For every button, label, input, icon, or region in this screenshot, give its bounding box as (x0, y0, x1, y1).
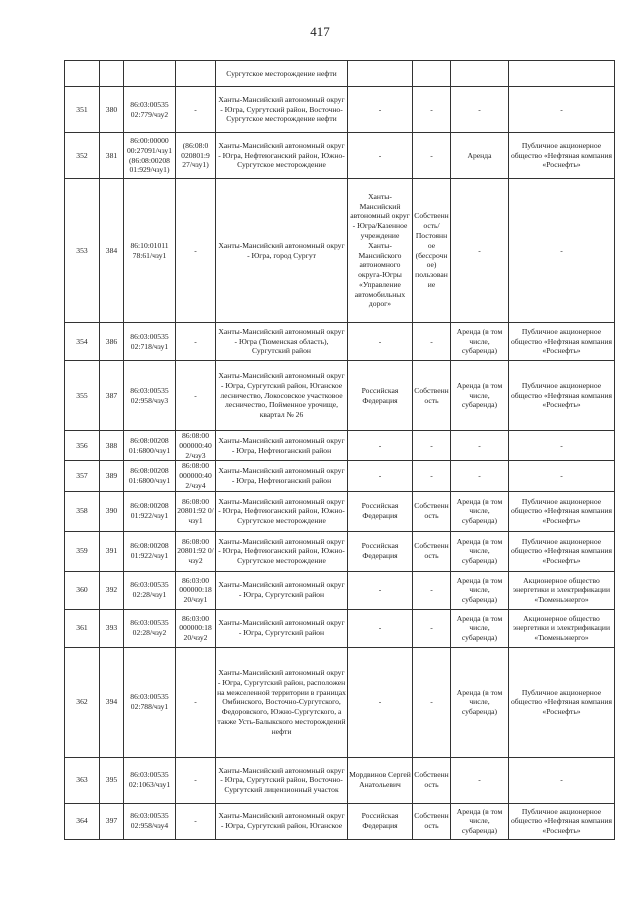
cell-owner: Ханты-Мансийский автономный округ - Югра/Казенное учреждение Ханты-Мансийского автономного округа-Югры «Управление автомобильных дорог» (348, 179, 413, 323)
cell-right: Собственность (413, 757, 451, 803)
cell-owner: - (348, 461, 413, 491)
cell-kn: 86:00:00000 00:27091/чзу1 (86:08:00208 01:929/чзу1) (124, 133, 176, 179)
cell-right: - (413, 461, 451, 491)
cell-enc: - (451, 461, 509, 491)
cell-addr: Ханты-Мансийский автономный округ - Югра, Сургутский район, расположен на межселенной территории в границах Омбинского, Восточно-Сургутского, Федоровского, Южно-Сургутского, а также Усть-Балыкского месторождений нефти (216, 647, 348, 757)
table-row (65, 491, 615, 531)
cell-kn: 86:03:00535 02:1063/чзу1 (124, 757, 176, 803)
cell-n: 364 (65, 803, 100, 839)
cell-holder: Публичное акционерное общество «Нефтяная компания «Роснефть» (509, 133, 615, 179)
cell-kn2: - (176, 803, 216, 839)
cell-owner: - (348, 571, 413, 609)
cell-enc (451, 61, 509, 87)
cell-id (100, 61, 124, 87)
cell-holder: Публичное акционерное общество «Нефтяная компания «Роснефть» (509, 361, 615, 431)
cell-n: 357 (65, 461, 100, 491)
cell-holder: Акционерное общество энергетики и электрификации «Тюменьэнерго» (509, 609, 615, 647)
cell-addr: Ханты-Мансийский автономный округ - Югра, Нефтеюганский район, Южно-Сургутское месторождение (216, 531, 348, 571)
cell-holder: Публичное акционерное общество «Нефтяная компания «Роснефть» (509, 531, 615, 571)
cell-id: 387 (100, 361, 124, 431)
cell-right: Собственность/Постоянное (бессрочное) пользование (413, 179, 451, 323)
cell-owner (348, 61, 413, 87)
cell-enc: Аренда (в том числе, субаренда) (451, 647, 509, 757)
cell-kn2: - (176, 179, 216, 323)
cell-enc: Аренда (в том числе, субаренда) (451, 571, 509, 609)
cell-owner: Российская Федерация (348, 531, 413, 571)
cell-addr: Ханты-Мансийский автономный округ - Югра, город Сургут (216, 179, 348, 323)
cell-addr: Ханты-Мансийский автономный округ - Югра, Сургутский район (216, 609, 348, 647)
cell-kn: 86:03:00535 02:28/чзу1 (124, 571, 176, 609)
table-row (65, 757, 615, 803)
cell-addr: Ханты-Мансийский автономный округ - Югра, Сургутский район (216, 571, 348, 609)
cell-addr: Ханты-Мансийский автономный округ - Югра, Сургутский район, Восточно-Сургутское месторождение нефти (216, 87, 348, 133)
cell-right: Собственность (413, 361, 451, 431)
cell-kn: 86:03:00535 02:958/чзу4 (124, 803, 176, 839)
table-row (65, 133, 615, 179)
cell-id: 384 (100, 179, 124, 323)
cell-kn2: 86:08:00 000000:40 2/чзу4 (176, 461, 216, 491)
cell-kn: 86:03:00535 02:718/чзу1 (124, 323, 176, 361)
cell-holder: - (509, 431, 615, 461)
cell-n: 355 (65, 361, 100, 431)
cell-kn: 86:08:00208 01:922/чзу1 (124, 491, 176, 531)
cell-right: Собственность (413, 803, 451, 839)
cell-id: 392 (100, 571, 124, 609)
cell-kn: 86:08:00208 01:6800/чзу1 (124, 431, 176, 461)
table-row (65, 323, 615, 361)
cell-kn: 86:10:01011 78:61/чзу1 (124, 179, 176, 323)
cell-enc: Аренда (в том числе, субаренда) (451, 323, 509, 361)
cell-id: 388 (100, 431, 124, 461)
cell-enc: Аренда (451, 133, 509, 179)
cell-n: 363 (65, 757, 100, 803)
cell-n: 351 (65, 87, 100, 133)
table-row (65, 361, 615, 431)
cell-owner: - (348, 133, 413, 179)
table-row (65, 87, 615, 133)
cell-id: 381 (100, 133, 124, 179)
cell-holder: Публичное акционерное общество «Нефтяная компания «Роснефть» (509, 647, 615, 757)
cell-id: 380 (100, 87, 124, 133)
table-row (65, 431, 615, 461)
cell-kn2: 86:03:00 000000:18 20/чзу2 (176, 609, 216, 647)
table-row (65, 609, 615, 647)
cell-enc: Аренда (в том числе, субаренда) (451, 803, 509, 839)
cell-kn (124, 61, 176, 87)
cell-addr: Ханты-Мансийский автономный округ - Югра (Тюменская область), Сургутский район (216, 323, 348, 361)
cell-enc: - (451, 431, 509, 461)
cell-n: 361 (65, 609, 100, 647)
table-row (65, 531, 615, 571)
cell-right: - (413, 133, 451, 179)
cell-addr: Сургутское месторождение нефти (216, 61, 348, 87)
table-row (65, 803, 615, 839)
cell-n: 354 (65, 323, 100, 361)
cell-owner: Российская Федерация (348, 491, 413, 531)
cell-owner: - (348, 431, 413, 461)
cell-enc: Аренда (в том числе, субаренда) (451, 361, 509, 431)
cell-addr: Ханты-Мансийский автономный округ - Югра, Нефтеюганский район (216, 461, 348, 491)
cell-kn: 86:03:00535 02:958/чзу3 (124, 361, 176, 431)
cell-id: 393 (100, 609, 124, 647)
cell-addr: Ханты-Мансийский автономный округ - Югра, Сургутский район, Восточно-Сургутский лицензионный участок (216, 757, 348, 803)
cell-holder (509, 61, 615, 87)
cell-kn2: - (176, 361, 216, 431)
cell-kn: 86:03:00535 02:779/чзу2 (124, 87, 176, 133)
cell-id: 397 (100, 803, 124, 839)
cell-kn2: - (176, 323, 216, 361)
cell-holder: - (509, 757, 615, 803)
cell-kn2: - (176, 647, 216, 757)
cell-n: 359 (65, 531, 100, 571)
cell-id: 394 (100, 647, 124, 757)
cell-right: - (413, 571, 451, 609)
cell-right: Собственность (413, 531, 451, 571)
cell-owner: - (348, 87, 413, 133)
cell-holder: - (509, 461, 615, 491)
cell-right: - (413, 647, 451, 757)
cell-kn2: - (176, 87, 216, 133)
cell-addr: Ханты-Мансийский автономный округ - Югра, Нефтеюганский район (216, 431, 348, 461)
cell-right: - (413, 87, 451, 133)
cell-n: 358 (65, 491, 100, 531)
cell-right: Собственность (413, 491, 451, 531)
cell-enc: - (451, 87, 509, 133)
cell-id: 391 (100, 531, 124, 571)
cell-kn: 86:03:00535 02:788/чзу1 (124, 647, 176, 757)
cell-kn2: (86:08:0 020801:9 27/чзу1) (176, 133, 216, 179)
cell-n: 362 (65, 647, 100, 757)
cell-right (413, 61, 451, 87)
cell-right: - (413, 323, 451, 361)
cell-enc: Аренда (в том числе, субаренда) (451, 531, 509, 571)
cell-holder: - (509, 87, 615, 133)
cell-holder: Публичное акционерное общество «Нефтяная компания «Роснефть» (509, 323, 615, 361)
cell-kn: 86:03:00535 02:28/чзу2 (124, 609, 176, 647)
cell-addr: Ханты-Мансийский автономный округ - Югра, Нефтеюганский район, Южно-Сургутское месторождение (216, 491, 348, 531)
table-row (65, 571, 615, 609)
cell-enc: Аренда (в том числе, субаренда) (451, 609, 509, 647)
table-row (65, 61, 615, 87)
cell-holder: - (509, 179, 615, 323)
cell-right: - (413, 431, 451, 461)
cell-addr: Ханты-Мансийский автономный округ - Югра, Сургутский район, Юганское (216, 803, 348, 839)
cell-enc: - (451, 757, 509, 803)
cell-id: 389 (100, 461, 124, 491)
table-row (65, 461, 615, 491)
cell-n: 360 (65, 571, 100, 609)
cell-addr: Ханты-Мансийский автономный округ - Югра, Нефтеюганский район, Южно-Сургутское месторождение (216, 133, 348, 179)
cell-owner: Российская Федерация (348, 803, 413, 839)
cell-owner: - (348, 323, 413, 361)
cell-enc: Аренда (в том числе, субаренда) (451, 491, 509, 531)
cell-kn2: - (176, 757, 216, 803)
page-number: 417 (310, 24, 330, 39)
table-row (65, 647, 615, 757)
cell-n: 352 (65, 133, 100, 179)
cell-kn2: 86:08:00 20801:92 0/чзу1 (176, 491, 216, 531)
cell-owner: - (348, 609, 413, 647)
cell-kn2 (176, 61, 216, 87)
cell-addr: Ханты-Мансийский автономный округ - Югра, Сургутский район, Юганское лесничество, Локосовское участковое лесничество, Пойменное урочище, квартал № 26 (216, 361, 348, 431)
cell-kn2: 86:08:00 20801:92 0/чзу2 (176, 531, 216, 571)
cell-n (65, 61, 100, 87)
cell-enc: - (451, 179, 509, 323)
cell-kn2: 86:08:00 000000:40 2/чзу3 (176, 431, 216, 461)
cell-id: 390 (100, 491, 124, 531)
land-plots-table (64, 60, 615, 840)
cell-holder: Публичное акционерное общество «Нефтяная компания «Роснефть» (509, 803, 615, 839)
cell-holder: Акционерное общество энергетики и электрификации «Тюменьэнерго» (509, 571, 615, 609)
cell-n: 356 (65, 431, 100, 461)
cell-kn2: 86:03:00 000000:18 20/чзу1 (176, 571, 216, 609)
cell-id: 395 (100, 757, 124, 803)
cell-n: 353 (65, 179, 100, 323)
cell-right: - (413, 609, 451, 647)
cell-owner: Мордвинов Сергей Анатольевич (348, 757, 413, 803)
cell-id: 386 (100, 323, 124, 361)
cell-kn: 86:08:00208 01:6800/чзу1 (124, 461, 176, 491)
cell-owner: Российская Федерация (348, 361, 413, 431)
cell-owner: - (348, 647, 413, 757)
cell-holder: Публичное акционерное общество «Нефтяная компания «Роснефть» (509, 491, 615, 531)
cell-kn: 86:08:00208 01:922/чзу1 (124, 531, 176, 571)
table-row (65, 179, 615, 323)
